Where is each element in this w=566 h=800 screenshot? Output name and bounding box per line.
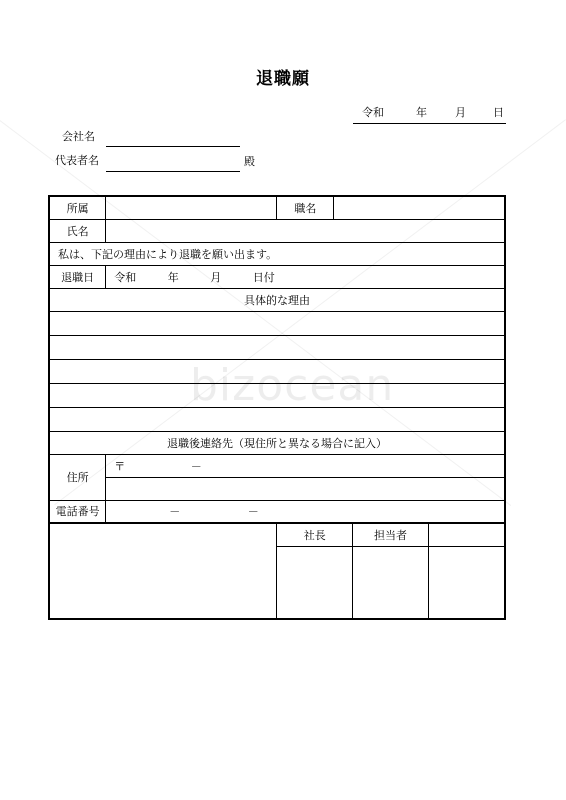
date-underline: [353, 123, 506, 124]
reason-line[interactable]: [49, 407, 505, 431]
resignation-form: [48, 195, 506, 620]
president-label: 社長: [277, 524, 353, 547]
approval-extra-label: [428, 524, 505, 547]
retire-date-field[interactable]: [106, 265, 505, 288]
page-title: 退職願: [256, 69, 310, 89]
date-era: 令和: [362, 106, 384, 119]
reason-line[interactable]: [49, 359, 505, 383]
address-label: 住所: [49, 454, 106, 500]
approval-blank: [49, 524, 277, 619]
reason-line[interactable]: [49, 383, 505, 407]
watermark: bizocean: [190, 360, 395, 411]
phone-separator: －: [169, 505, 181, 519]
dept-label: 所属: [49, 196, 106, 219]
retire-date-label: 退職日: [49, 265, 106, 288]
retire-day: 日付: [252, 270, 275, 284]
reason-header: 具体的な理由: [49, 288, 505, 311]
company-label: 会社名: [62, 130, 95, 143]
honorific: 殿: [244, 155, 255, 168]
extra-stamp-box[interactable]: [428, 547, 505, 619]
contact-header: 退職後連絡先（現住所と異なる場合に記入）: [49, 431, 505, 454]
approval-table: [48, 523, 506, 620]
postal-field[interactable]: [106, 454, 505, 477]
representative-field[interactable]: [106, 171, 240, 172]
date-month: 月: [455, 106, 466, 119]
company-field[interactable]: [106, 146, 240, 147]
manager-stamp-box[interactable]: [353, 547, 429, 619]
reason-line[interactable]: [49, 335, 505, 359]
president-stamp-box[interactable]: [277, 547, 353, 619]
reason-line[interactable]: [49, 311, 505, 335]
dept-field[interactable]: [106, 196, 277, 219]
phone-label: 電話番号: [49, 500, 106, 523]
name-field[interactable]: [106, 219, 505, 242]
retire-era: 令和: [114, 270, 137, 284]
position-field[interactable]: [334, 196, 505, 219]
postal-separator: －: [190, 459, 202, 473]
manager-label: 担当者: [353, 524, 429, 547]
retire-month: 月: [210, 270, 222, 284]
name-label: 氏名: [49, 219, 106, 242]
postal-mark: 〒: [114, 459, 126, 473]
position-label: 職名: [277, 196, 334, 219]
phone-field[interactable]: [106, 500, 505, 523]
statement: 私は、下記の理由により退職を願い出ます。: [49, 242, 505, 265]
retire-year: 年: [167, 270, 179, 284]
date-day: 日: [493, 106, 504, 119]
phone-separator: －: [247, 505, 259, 519]
date-year: 年: [416, 106, 427, 119]
address-field[interactable]: [106, 477, 505, 500]
representative-label: 代表者名: [55, 154, 99, 167]
form-table: [48, 195, 506, 524]
